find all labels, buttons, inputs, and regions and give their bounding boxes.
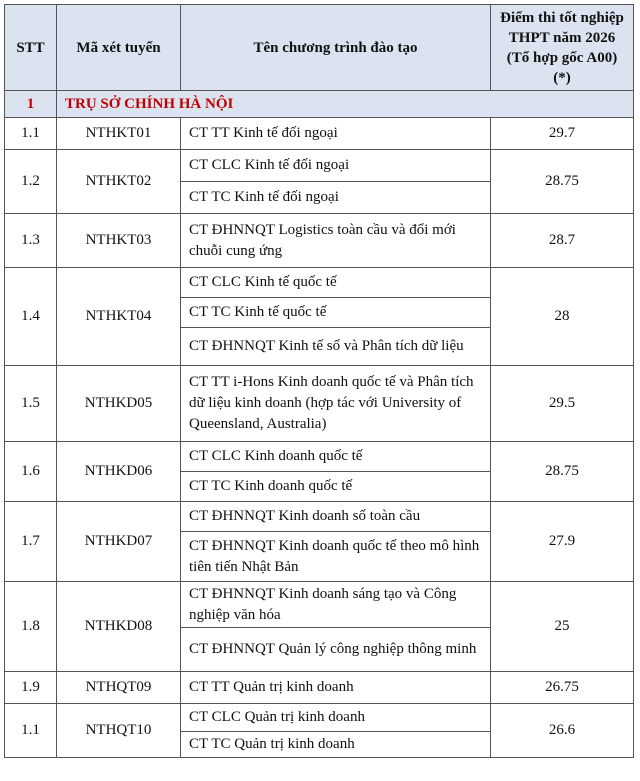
program-cell: CT CLC Kinh doanh quốc tế: [181, 442, 491, 472]
score-cell: 26.75: [491, 672, 634, 704]
stt-cell: 1.8: [5, 582, 57, 672]
program-cell: CT TT Kinh tế đối ngoại: [181, 118, 491, 150]
program-cell: CT TC Quản trị kinh doanh: [181, 732, 491, 758]
stt-cell: 1.9: [5, 672, 57, 704]
stt-cell: 1.4: [5, 268, 57, 366]
score-cell: 29.5: [491, 366, 634, 442]
stt-cell: 1.2: [5, 150, 57, 214]
code-cell: NTHKD07: [57, 502, 181, 582]
program-cell: CT TC Kinh tế quốc tế: [181, 298, 491, 328]
program-cell: CT ĐHNNQT Kinh tế số và Phân tích dữ liệu: [181, 328, 491, 366]
header-score: Điểm thi tốt nghiệp THPT năm 2026 (Tổ hợp gốc A00) (*): [491, 5, 634, 91]
table-row: [5, 150, 634, 182]
code-cell: NTHKT04: [57, 268, 181, 366]
table-row: [5, 442, 634, 472]
header-program: Tên chương trình đào tạo: [181, 5, 491, 91]
section-number: 1: [5, 91, 57, 118]
stt-cell: 1.5: [5, 366, 57, 442]
program-cell: CT ĐHNNQT Quản lý công nghiệp thông minh: [181, 628, 491, 672]
program-cell: CT ĐHNNQT Kinh doanh sáng tạo và Công nghiệp văn hóa: [181, 582, 491, 628]
stt-cell: 1.6: [5, 442, 57, 502]
table-row: [5, 214, 634, 268]
code-cell: NTHQT09: [57, 672, 181, 704]
table-row: [5, 672, 634, 704]
code-cell: NTHQT10: [57, 704, 181, 758]
table-row: [5, 118, 634, 150]
score-cell: 26.6: [491, 704, 634, 758]
code-cell: NTHKT03: [57, 214, 181, 268]
program-cell: CT TT i-Hons Kinh doanh quốc tế và Phân tích dữ liệu kinh doanh (hợp tác với University of Queensland, Australia): [181, 366, 491, 442]
program-cell: CT CLC Quản trị kinh doanh: [181, 704, 491, 732]
code-cell: NTHKT02: [57, 150, 181, 214]
score-cell: 29.7: [491, 118, 634, 150]
admission-score-table: [4, 4, 634, 758]
score-cell: 28.7: [491, 214, 634, 268]
stt-cell: 1.3: [5, 214, 57, 268]
score-cell: 28.75: [491, 150, 634, 214]
stt-cell: 1.1: [5, 704, 57, 758]
program-cell: CT TT Quản trị kinh doanh: [181, 672, 491, 704]
program-cell: CT TC Kinh doanh quốc tế: [181, 472, 491, 502]
program-cell: CT CLC Kinh tế đối ngoại: [181, 150, 491, 182]
code-cell: NTHKD08: [57, 582, 181, 672]
code-cell: NTHKD06: [57, 442, 181, 502]
table-row: [5, 366, 634, 442]
table-header-row: [5, 5, 634, 91]
section-row: [5, 91, 634, 118]
table-row: [5, 268, 634, 298]
program-cell: CT ĐHNNQT Kinh doanh quốc tế theo mô hình tiên tiến Nhật Bản: [181, 532, 491, 582]
score-cell: 25: [491, 582, 634, 672]
stt-cell: 1.1: [5, 118, 57, 150]
table-row: [5, 582, 634, 628]
program-cell: CT TC Kinh tế đối ngoại: [181, 182, 491, 214]
score-cell: 27.9: [491, 502, 634, 582]
header-stt: STT: [5, 5, 57, 91]
section-title: TRỤ SỞ CHÍNH HÀ NỘI: [57, 91, 634, 118]
table-row: [5, 704, 634, 732]
stt-cell: 1.7: [5, 502, 57, 582]
table-row: [5, 502, 634, 532]
code-cell: NTHKD05: [57, 366, 181, 442]
program-cell: CT ĐHNNQT Logistics toàn cầu và đổi mới chuỗi cung ứng: [181, 214, 491, 268]
program-cell: CT CLC Kinh tế quốc tế: [181, 268, 491, 298]
score-cell: 28: [491, 268, 634, 366]
code-cell: NTHKT01: [57, 118, 181, 150]
score-cell: 28.75: [491, 442, 634, 502]
header-code: Mã xét tuyển: [57, 5, 181, 91]
program-cell: CT ĐHNNQT Kinh doanh số toàn cầu: [181, 502, 491, 532]
